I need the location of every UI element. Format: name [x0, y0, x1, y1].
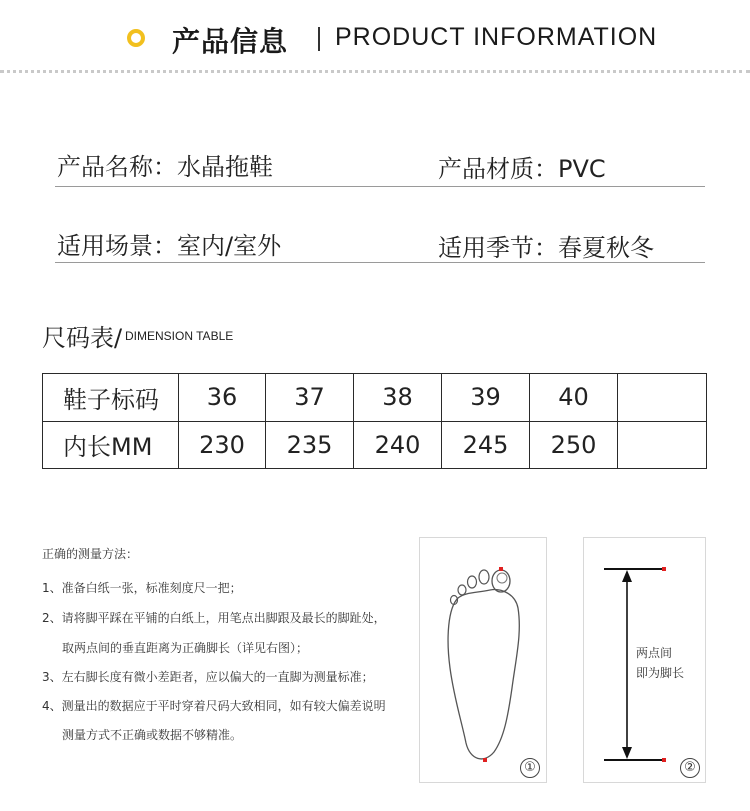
header-ring-icon — [127, 29, 145, 47]
dotted-separator — [0, 70, 750, 73]
size-table-title-en: DIMENSION TABLE — [125, 329, 234, 343]
info-divider-2 — [55, 262, 705, 263]
product-name: 产品名称：水晶拖鞋 — [57, 153, 273, 181]
length-cell: 250 — [530, 421, 618, 469]
product-season: 适用季节：春夏秋冬 — [438, 234, 654, 262]
size-cell: 37 — [266, 374, 354, 422]
table-row — [43, 374, 707, 422]
instruction-step-2-cont: 取两点间的垂直距离为正确脚长（详见右图）； — [62, 641, 309, 655]
info-divider-1 — [55, 186, 705, 187]
header-divider — [318, 27, 320, 51]
instruction-step-1: 1、准备白纸一张，标准刻度尺一把； — [42, 581, 242, 595]
product-material: 产品材质：PVC — [438, 155, 606, 183]
figure-2-number: ② — [680, 758, 700, 778]
measurement-label-2: 即为脚长 — [636, 666, 685, 680]
length-cell: 235 — [266, 421, 354, 469]
instruction-step-2: 2、请将脚平踩在平铺的白纸上，用笔点出脚跟及最长的脚趾处， — [42, 611, 386, 625]
size-cell: 40 — [530, 374, 618, 422]
instruction-step-3: 3、左右脚长度有微小差距者，应以偏大的一直脚为测量标准； — [42, 670, 374, 684]
size-cell: 38 — [354, 374, 442, 422]
length-row-label: 内长MM — [43, 421, 179, 469]
instruction-step-4-cont: 测量方式不正确或数据不够精准。 — [62, 728, 243, 742]
instructions-title: 正确的测量方法： — [42, 547, 139, 561]
figure-1-number: ① — [520, 758, 540, 778]
length-cell: 245 — [442, 421, 530, 469]
footprint-icon — [420, 538, 546, 782]
length-cell: 230 — [179, 421, 266, 469]
instruction-step-4: 4、测量出的数据应于平时穿着尺码大致相同，如有较大偏差说明 — [42, 699, 386, 713]
empty-cell — [618, 374, 707, 422]
product-scene: 适用场景：室内/室外 — [57, 232, 282, 260]
size-table — [42, 373, 707, 469]
empty-cell — [618, 421, 707, 469]
size-cell: 39 — [442, 374, 530, 422]
measurement-label-1: 两点间 — [636, 646, 673, 660]
measurement-figure — [583, 537, 706, 783]
size-cell: 36 — [179, 374, 266, 422]
size-table-title-cn: 尺码表/ — [42, 324, 123, 352]
header-title-cn: 产品信息 — [172, 25, 289, 58]
size-row-label: 鞋子标码 — [43, 374, 179, 422]
header-title-en: PRODUCT INFORMATION — [335, 23, 658, 51]
length-cell: 240 — [354, 421, 442, 469]
table-row — [43, 421, 707, 469]
footprint-figure — [419, 537, 547, 783]
